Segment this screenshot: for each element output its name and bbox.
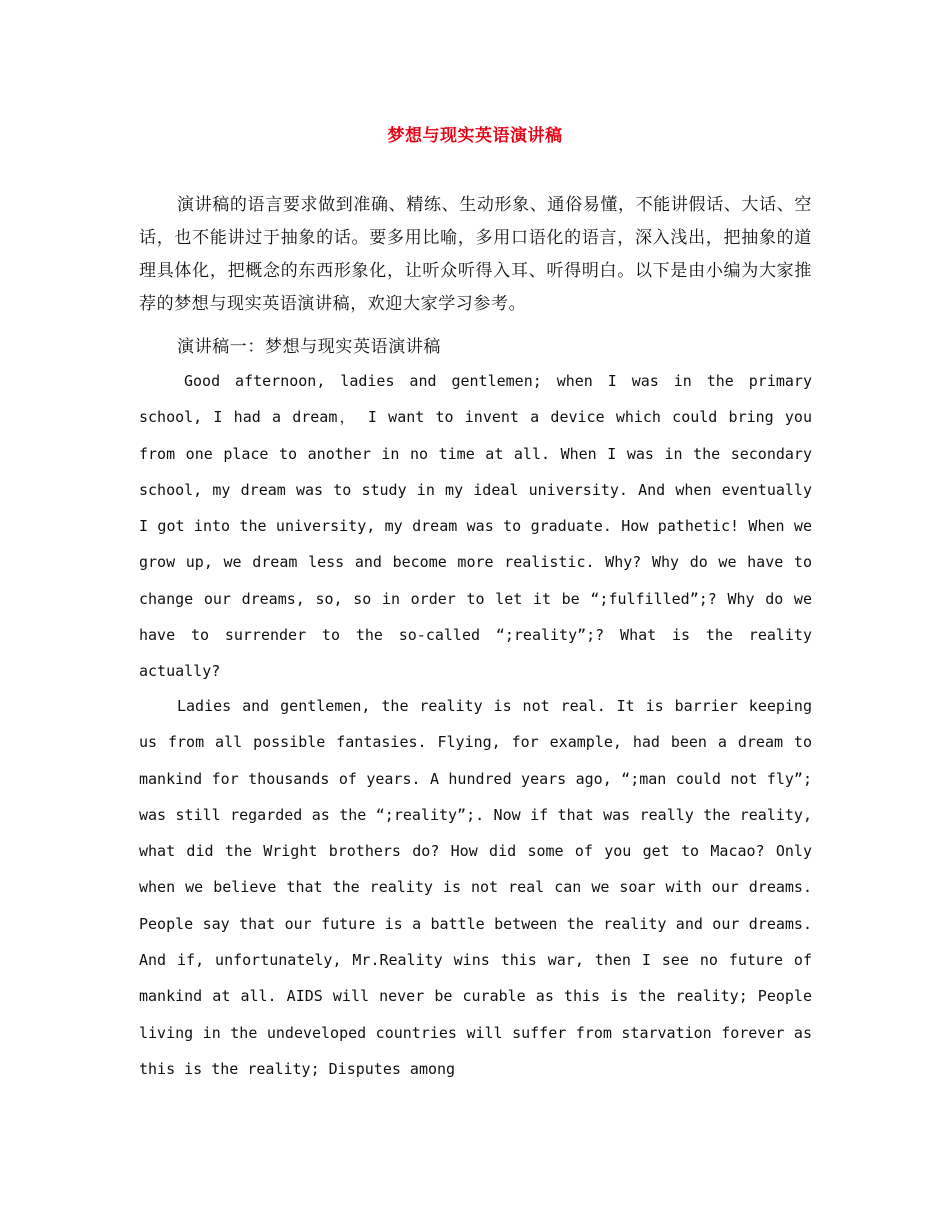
section-heading-block [139,331,812,364]
speech-paragraph-1: Good afternoon, ladies and gentlemen; when I was in the primary school, I had a dream， I want to invent a device which could bring you from one place to another in no time at all. When I was in the secondary school, my dream was to study in my ideal university. And when eventually I got into the university, my dream was to graduate. How pathetic! When we grow up, we dream less and become more realistic. Why? Why do we have to change our dreams, so, so in order to let it be “;fulfilled”;? Why do we have to surrender to the so-called “;reality”;? What is the reality actually? [139,372,812,681]
speech-paragraph-2: Ladies and gentlemen, the reality is not real. It is barrier keeping us from all possible fantasies. Flying, for example, had been a dream to mankind for thousands of years. A hundred years ago, “;man could not fly”; was still regarded as the “;reality”;. Now if that was really the reality, what did the Wright brothers do? How did some of you get to Macao? Only when we believe that the reality is not real can we soar with our dreams. People say that our future is a battle between the reality and our dreams. And if, unfortunately, Mr.Reality wins this war, then I see no future of mankind at all. AIDS will never be curable as this is the reality; People living in the undeveloped countries will suffer from starvation forever as this is the reality; Disputes among [139,697,812,1078]
speech-block-2 [139,688,812,1087]
intro-block [139,189,812,321]
section-heading: 演讲稿一：梦想与现实英语演讲稿 [177,337,441,357]
speech-block-1 [139,363,812,690]
document-title: 梦想与现实英语演讲稿 [387,126,563,146]
intro-paragraph: 演讲稿的语言要求做到准确、精练、生动形象、通俗易懂，不能讲假话、大话、空话，也不能讲过于抽象的话。要多用比喻，多用口语化的语言，深入浅出，把抽象的道理具体化，把概念的东西形象化，让听众听得入耳、听得明白。以下是由小编为大家推荐的梦想与现实英语演讲稿，欢迎大家学习参考。 [139,195,812,314]
